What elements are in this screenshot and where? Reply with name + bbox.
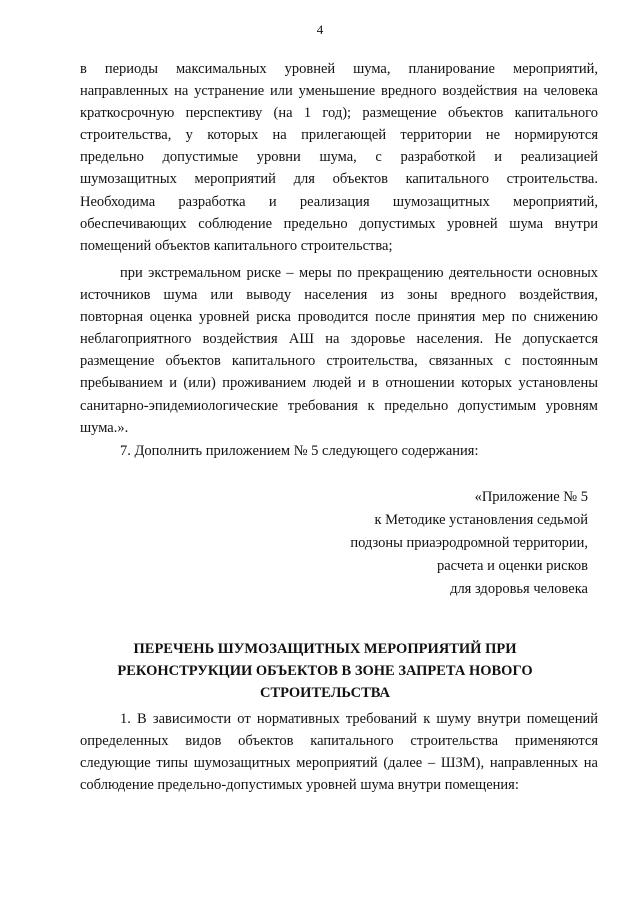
- text-line: при экстремальном риске – меры по прекращению деятельности основных: [120, 265, 598, 281]
- text-line: следующие типы шумозащитных мероприятий (далее – ШЗМ), направленных на: [80, 755, 598, 772]
- appendix-line: к Методике установления седьмой: [374, 512, 588, 528]
- appendix-reference: [288, 486, 588, 601]
- text-line: краткосрочную перспективу (на 1 год); размещение объектов капитального: [80, 105, 598, 122]
- paragraph-noise-measures: [80, 58, 598, 257]
- text-line: 7. Дополнить приложением № 5 следующего содержания:: [120, 443, 479, 459]
- text-line: источников шума или выводу населения из зоны вредного воздействия,: [80, 287, 598, 304]
- section-heading: [90, 638, 560, 704]
- text-line: направленных на устранение или уменьшение вредного воздействия на человека: [80, 83, 598, 100]
- paragraph-extreme-risk: [80, 262, 598, 439]
- page-number: 4: [316, 22, 324, 37]
- text-line: размещение объектов капитального строительства, связанных с постоянным: [80, 353, 598, 370]
- item-7: [80, 440, 598, 462]
- text-line: повторная оценка уровней риска проводится после принятия мер по снижению: [80, 309, 598, 326]
- text-line: соблюдение предельно-допустимых уровней шума внутри помещения:: [80, 777, 519, 794]
- text-line: помещений объектов капитального строительства;: [80, 237, 393, 254]
- text-line: предельно допустимые уровни шума, с разработкой и реализацией: [80, 149, 598, 166]
- heading-line: ПЕРЕЧЕНЬ ШУМОЗАЩИТНЫХ МЕРОПРИЯТИЙ ПРИ: [133, 641, 517, 657]
- text-line: шумозащитных мероприятий для объектов капитального строительства.: [80, 171, 598, 188]
- appendix-line: для здоровья человека: [450, 581, 588, 597]
- heading-line: РЕКОНСТРУКЦИИ ОБЪЕКТОВ В ЗОНЕ ЗАПРЕТА НОВОГО: [117, 663, 533, 679]
- text-line: шума.».: [80, 419, 129, 436]
- text-line: определенных видов объектов капитального строительства применяются: [80, 733, 598, 750]
- appendix-line: подзоны приаэродромной территории,: [350, 535, 588, 551]
- text-line: санитарно-эпидемиологические требования к предельно допустимым уровням: [80, 397, 598, 414]
- text-line: Необходима разработка и реализация шумозащитных мероприятий,: [80, 193, 598, 210]
- text-line: пребыванием и (или) проживанием людей и в отношении которых установлены: [80, 375, 598, 392]
- text-line: 1. В зависимости от нормативных требований к шуму внутри помещений: [120, 711, 598, 727]
- text-line: обеспечивающих соблюдение предельно допустимых уровней шума внутри: [80, 215, 598, 232]
- appendix-line: «Приложение № 5: [474, 489, 588, 505]
- text-line: в периоды максимальных уровней шума, планирование мероприятий,: [80, 61, 598, 77]
- paragraph-szm-types: [80, 708, 598, 796]
- text-line: неблагоприятного воздействия АШ на здоровье населения. Не допускается: [80, 331, 598, 348]
- heading-line: СТРОИТЕЛЬСТВА: [259, 685, 391, 701]
- text-line: строительства, у которых на прилегающей территории не нормируются: [80, 127, 598, 144]
- appendix-line: расчета и оценки рисков: [436, 558, 588, 574]
